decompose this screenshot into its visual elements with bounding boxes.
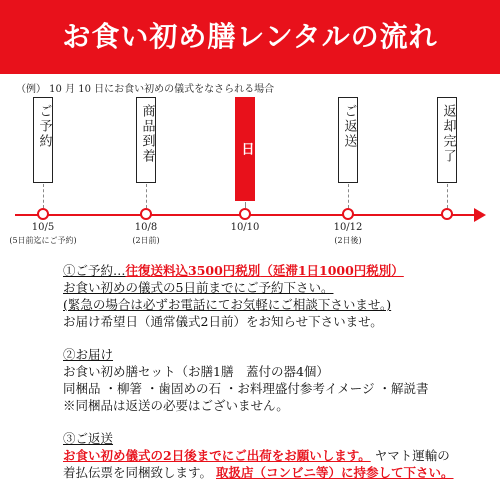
return-carrier: ヤマト運輸の — [374, 448, 450, 463]
reservation-heading: ①ご予約… — [63, 263, 126, 278]
return-line — [63, 447, 454, 464]
step-label: 返却完了 — [440, 104, 456, 164]
reservation-line: お届け希望日（通常儀式2日前）をお知らせ下さいませ。 — [63, 314, 383, 329]
timeline-dot — [441, 208, 453, 220]
return-line — [63, 464, 454, 481]
date-sublabel: (5日前迄にご予約) — [9, 236, 77, 245]
timeline-dot — [239, 208, 251, 220]
connector-dashes — [146, 184, 147, 208]
date-sublabel: (2日後) — [334, 236, 362, 245]
delivery-line: お食い初め膳セット（お膳1膳 蓋付の器4個） — [63, 364, 329, 379]
date-sublabel: (2日前) — [132, 236, 160, 245]
step-return-complete — [437, 97, 457, 183]
page-title-banner — [0, 0, 500, 74]
step-return — [338, 97, 358, 183]
reservation-heading-line — [63, 262, 404, 279]
delivery-heading: ②お届け — [63, 347, 114, 362]
connector-dashes — [447, 184, 448, 208]
return-section — [63, 430, 454, 481]
step-label: ご返送 — [341, 104, 357, 149]
timeline-dot — [140, 208, 152, 220]
date-label: 10/5 — [31, 222, 55, 233]
reservation-section — [63, 262, 404, 330]
step-ceremony-day — [235, 97, 272, 201]
delivery-line: ※同梱品は返送の必要はございません。 — [63, 398, 289, 413]
reservation-price: 往復送料込3500円税別 — [125, 263, 261, 278]
step-label: ご予約 — [36, 104, 52, 149]
step-reservation — [33, 97, 53, 183]
date-label: 10/10 — [230, 222, 260, 233]
return-dropoff: 取扱店（コンビニ等）に持参して下さい。 — [216, 465, 454, 480]
date-label: 10/8 — [134, 222, 158, 233]
timeline-dot — [37, 208, 49, 220]
example-note: （例） 10 月 10 日にお食い初めの儀式をなさられる場合 — [16, 84, 275, 95]
return-heading: ③ご返送 — [63, 431, 114, 446]
date-label: 10/12 — [333, 222, 363, 233]
step-label: 商品到着 — [139, 104, 155, 164]
connector-dashes — [348, 184, 349, 208]
step-label: お食い初め当日 — [238, 104, 272, 194]
connector-dashes — [43, 184, 44, 208]
delivery-section — [63, 346, 429, 414]
page-title: お食い初め膳レンタルの流れ — [62, 20, 438, 53]
reservation-late-fee: （延滞1日1000円税別） — [260, 263, 404, 278]
return-deadline: お食い初め儀式の2日後までにご出荷をお願いします。 — [63, 448, 371, 463]
timeline-arrow-icon — [474, 208, 486, 222]
delivery-line: 同梱品 ・柳箸 ・歯固めの石 ・お料理盛付参考イメージ ・解説書 — [63, 381, 429, 396]
reservation-line: お食い初めの儀式の5日前までにご予約下さい。 — [63, 280, 334, 295]
timeline-dot — [342, 208, 354, 220]
step-arrival — [136, 97, 156, 183]
return-slip: 着払伝票を同梱致します。 — [63, 465, 213, 480]
reservation-line: (緊急の場合は必ずお電話にてお気軽にご相談下さいませ。) — [63, 297, 392, 312]
